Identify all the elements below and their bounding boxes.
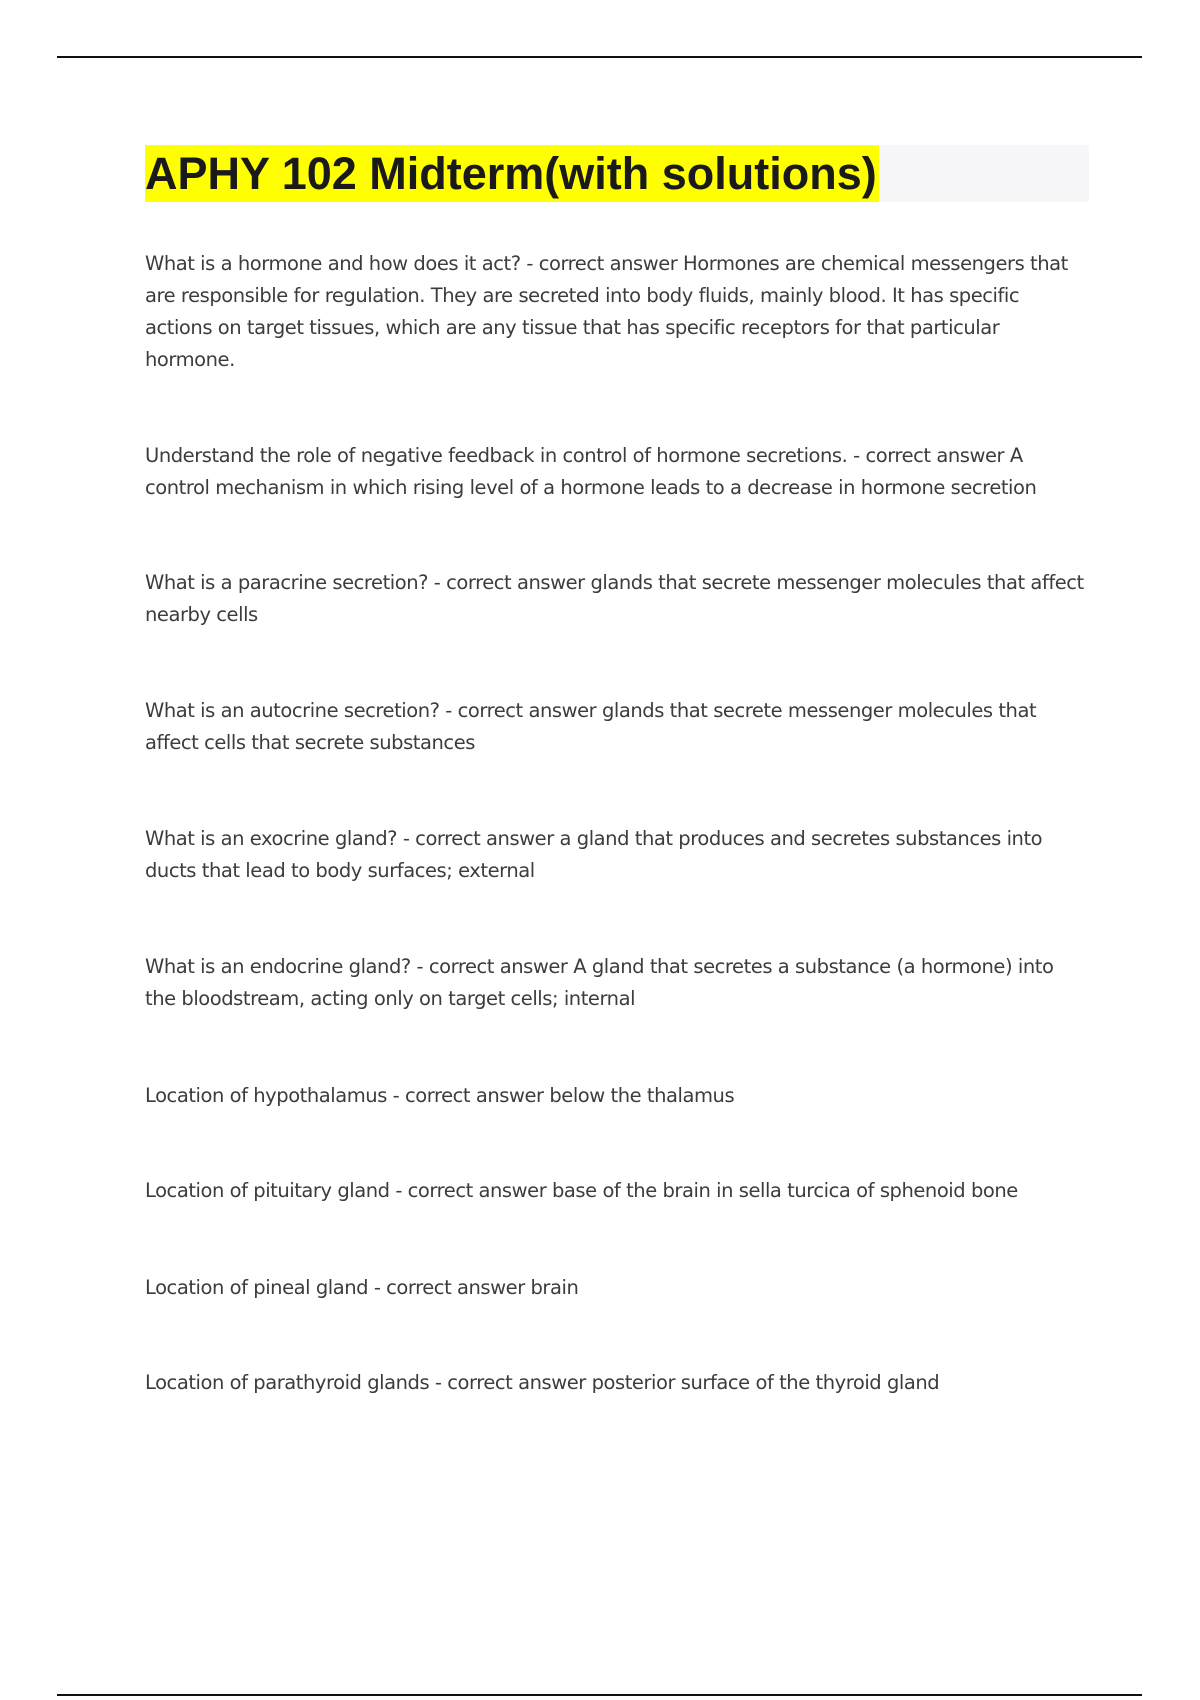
- qa-item-hormone: What is a hormone and how does it act? - correct answer Hormones are chemical messengers that are responsible for regulation. They are secreted into body fluids, mainly blood. It has specific actions on target tissues, which are any tissue that has specific receptors for that particular hormone.: [145, 252, 1068, 371]
- qa-item-autocrine: What is an autocrine secretion? - correct answer glands that secrete messenger molecules that affect cells that secrete substances: [145, 699, 1037, 754]
- qa-item-endocrine: What is an endocrine gland? - correct answer A gland that secretes a substance (a hormone) into the bloodstream, acting only on target cells; internal: [145, 955, 1054, 1010]
- qa-item-pineal: Location of pineal gland - correct answer brain: [145, 1276, 579, 1299]
- document-title: APHY 102 Midterm(with solutions): [145, 145, 879, 202]
- qa-item-paracrine: What is a paracrine secretion? - correct answer glands that secrete messenger molecules that affect nearby cells: [145, 571, 1084, 626]
- qa-item-hypothalamus: Location of hypothalamus - correct answer below the thalamus: [145, 1084, 735, 1107]
- qa-item-negative-feedback: Understand the role of negative feedback in control of hormone secretions. - correct answer A control mechanism in which rising level of a hormone leads to a decrease in hormone secretion: [145, 444, 1037, 499]
- top-rule: [57, 56, 1142, 58]
- qa-item-pituitary: Location of pituitary gland - correct answer base of the brain in sella turcica of sphenoid bone: [145, 1179, 1018, 1202]
- qa-item-exocrine: What is an exocrine gland? - correct answer a gland that produces and secretes substances into ducts that lead to body surfaces; external: [145, 827, 1043, 882]
- qa-item-parathyroid: Location of parathyroid glands - correct answer posterior surface of the thyroid gland: [145, 1371, 940, 1394]
- bottom-rule: [57, 1694, 1142, 1696]
